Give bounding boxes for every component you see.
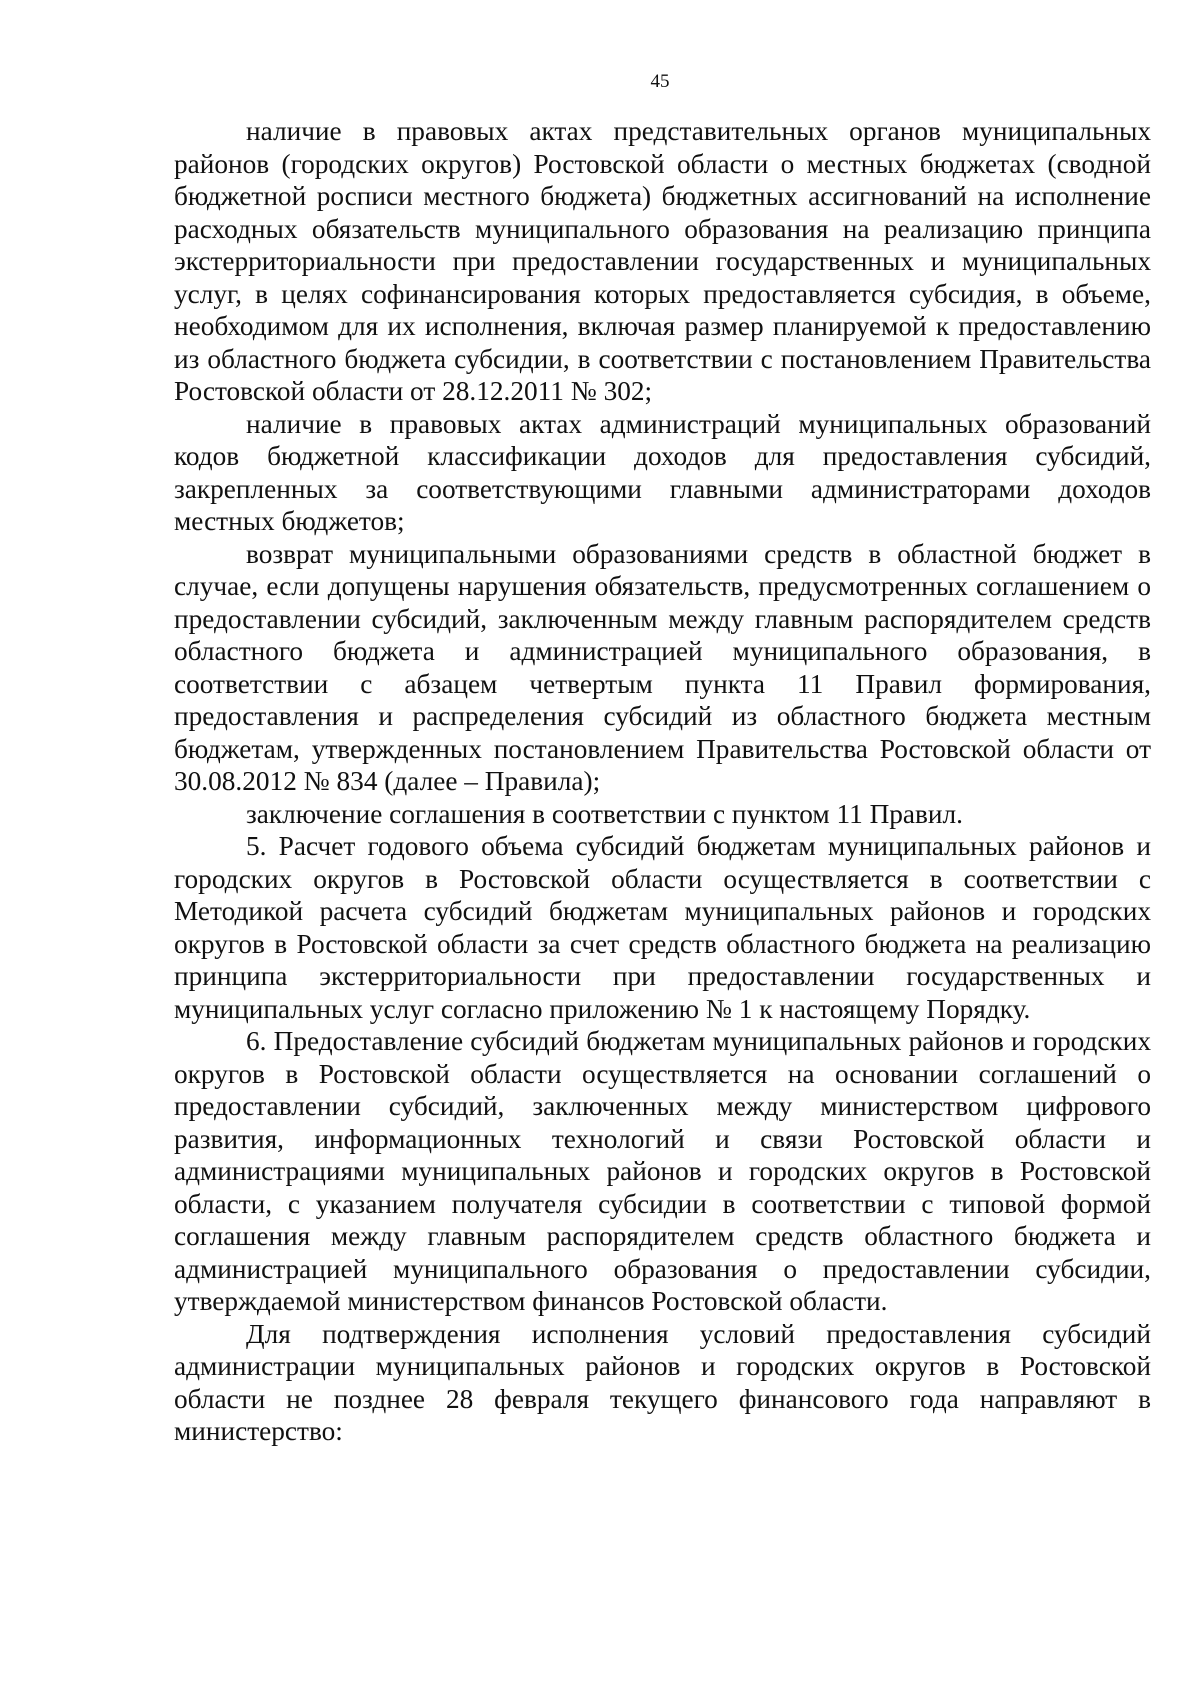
paragraph-representative-acts: наличие в правовых актах представительных органов муниципальных районов (городских округов) Ростовской области о местных бюджетах (сводной бюджетной росписи местного бюджета) бюджетных ассигнований на исполнение расходных обязательств муниципального образования на реализацию принципа экстерриториальности при предоставлении государственных и муниципальных услуг, в целях софинансирования которых предоставляется субсидия, в объеме, необходимом для их исполнения, включая размер планируемой к предоставлению из областного бюджета субсидии, в соответствии с постановлением Правительства Ростовской области от 28.12.2011 № 302;: [174, 116, 1151, 406]
paragraph-refund: возврат муниципальными образованиями средств в областной бюджет в случае, если допущены нарушения обязательств, предусмотренных соглашением о предоставлении субсидий, заключенным между главным распорядителем средств областного бюджета и администрацией муниципального образования, в соответствии с абзацем четвертым пункта 11 Правил формирования, предоставления и распределения субсидий из областного бюджета местным бюджетам, утвержденных постановлением Правительства Ростовской области от 30.08.2012 № 834 (далее – Правила);: [174, 538, 1151, 796]
page-number: 45: [650, 71, 670, 92]
paragraph-confirmation: Для подтверждения исполнения условий предоставления субсидий администрации муниципальных районов и городских округов в Ростовской области не позднее 28 февраля текущего финансового года направляют в министерство:: [174, 1318, 1151, 1446]
paragraph-item-6: 6. Предоставление субсидий бюджетам муниципальных районов и городских округов в Ростовской области осуществляется на основании соглашений о предоставлении субсидий, заключенных между министерством цифрового развития, информационных технологий и связи Ростовской области и администрациями муниципальных районов и городских округов в Ростовской области, с указанием получателя субсидии в соответствии с типовой формой соглашения между главным распорядителем средств областного бюджета и администрацией муниципального образования о предоставлении субсидии, утверждаемой министерством финансов Ростовской области.: [174, 1026, 1151, 1316]
document-body: [174, 115, 1151, 1448]
paragraph-item-5: 5. Расчет годового объема субсидий бюджетам муниципальных районов и городских округов в Ростовской области осуществляется в соответствии с Методикой расчета субсидий бюджетам муниципальных районов и городских округов в Ростовской области за счет средств областного бюджета на реализацию принципа экстерриториальности при предоставлении государственных и муниципальных услуг согласно приложению № 1 к настоящему Порядку.: [174, 831, 1151, 1024]
paragraph-agreement: заключение соглашения в соответствии с пунктом 11 Правил.: [246, 798, 963, 829]
paragraph-administration-acts: наличие в правовых актах администраций муниципальных образований кодов бюджетной классификации доходов для предоставления субсидий, закрепленных за соответствующими главными администраторами доходов местных бюджетов;: [174, 408, 1151, 536]
